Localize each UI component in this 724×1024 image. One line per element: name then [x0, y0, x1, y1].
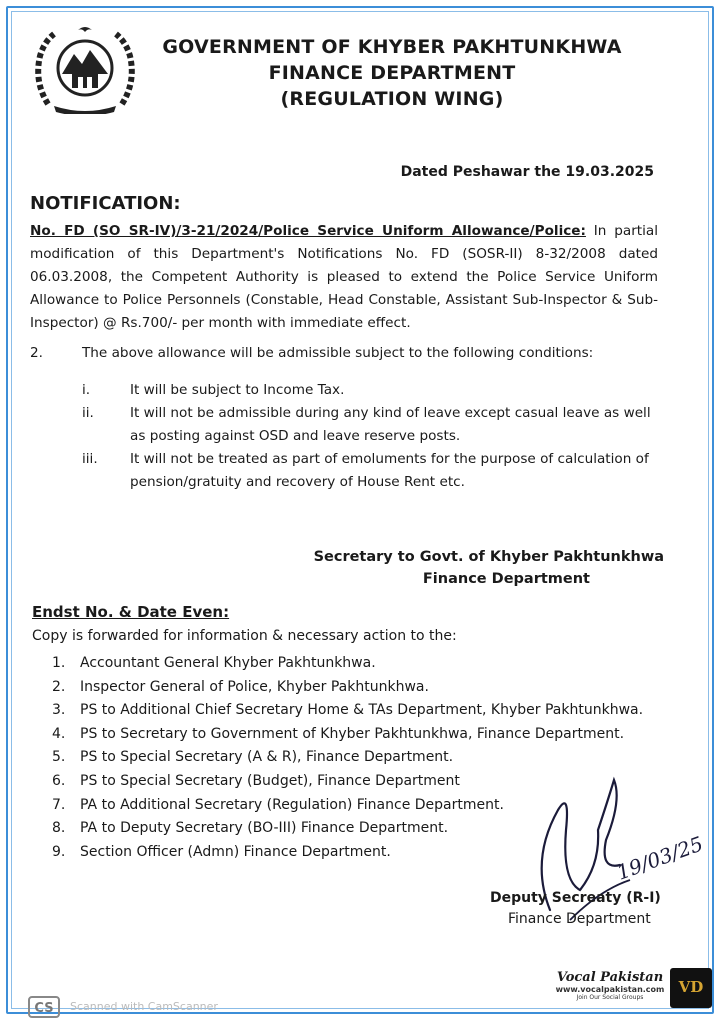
paragraph-2-text: The above allowance will be admissible subject to the following conditions:: [82, 345, 594, 361]
notification-title: NOTIFICATION:: [30, 193, 181, 214]
list-item: [52, 723, 643, 747]
paragraph-2-number: 2.: [30, 345, 43, 361]
watermark-brand: Vocal Pakistan: [556, 970, 664, 985]
condition-numeral: ii.: [82, 405, 94, 421]
list-item: [52, 699, 643, 723]
deputy-department: Finance Department: [508, 911, 651, 927]
list-text: Section Officer (Admn) Finance Department.: [80, 843, 391, 860]
reference-number: No. FD (SO SR-IV)/3-21/2024/Police Service Uniform Allowance/Police:: [30, 223, 586, 239]
list-number: 9.: [52, 843, 66, 860]
camscanner-icon: CS: [28, 996, 60, 1018]
condition-item: [82, 448, 664, 494]
watermark-url: www.vocalpakistan.com: [555, 985, 665, 994]
signature-date: 19/03/25: [613, 831, 707, 885]
list-text: Inspector General of Police, Khyber Pakhtunkhwa.: [80, 678, 429, 695]
endorsement-title: Endst No. & Date Even:: [32, 603, 230, 621]
list-text: PS to Special Secretary (Budget), Finance Department: [80, 772, 460, 789]
list-number: 5.: [52, 749, 66, 766]
scanned-with-text: Scanned with CamScanner: [70, 1000, 218, 1013]
list-text: Accountant General Khyber Pakhtunkhwa.: [80, 655, 376, 671]
list-item: [52, 676, 643, 700]
signatory-department: Finance Department: [422, 571, 590, 587]
list-number: 8.: [52, 820, 66, 837]
list-number: 2.: [52, 678, 66, 695]
list-number: 6.: [52, 772, 66, 789]
list-text: PA to Additional Secretary (Regulation) Finance Department.: [80, 796, 504, 813]
handwritten-signature: [510, 770, 710, 930]
list-item: [52, 746, 643, 770]
copy-intro: Copy is forwarded for information & necessary action to the:: [32, 628, 457, 644]
header-wing: (REGULATION WING): [280, 88, 504, 110]
vd-logo: VD: [670, 968, 712, 1008]
paragraph-1-body: In partial modification of this Department's Notifications No. FD (SOSR-II) 8-32/2008 dated 06.03.2008, the Competent Authority is pleased to extend the Police Service Uniform Allowance to Police Personnels (Constable, Head Constable, Assistant Sub-Inspector & Sub-Inspector) @ Rs.700/- per month with immediate effect.: [30, 223, 658, 331]
list-text: PS to Secretary to Government of Khyber Pakhtunkhwa, Finance Department.: [80, 725, 625, 742]
list-number: 4.: [52, 725, 66, 742]
list-number: 1.: [52, 655, 66, 671]
list-number: 7.: [52, 796, 66, 813]
condition-text: It will not be admissible during any kind of leave except casual leave as well as posting against OSD and leave reserve posts.: [130, 405, 651, 444]
deputy-title: Deputy Secreaty (R-I): [490, 890, 661, 906]
signatory-title: Secretary to Govt. of Khyber Pakhtunkhwa: [313, 549, 664, 565]
header-department: FINANCE DEPARTMENT: [268, 62, 516, 84]
condition-numeral: i.: [82, 382, 91, 398]
list-number: 3.: [52, 702, 66, 719]
list-text: PS to Additional Chief Secretary Home & TAs Department, Khyber Pakhtunkhwa.: [80, 702, 644, 719]
dated-line: Dated Peshawar the 19.03.2025: [400, 164, 654, 180]
list-text: PA to Deputy Secretary (BO-III) Finance Department.: [80, 820, 449, 837]
list-text: PS to Special Secretary (A & R), Finance Department.: [80, 749, 454, 766]
condition-item: [82, 402, 664, 448]
condition-text: It will not be treated as part of emoluments for the purpose of calculation of pension/gratuity and recovery of House Rent etc.: [130, 451, 649, 490]
condition-numeral: iii.: [82, 451, 98, 467]
list-item: [52, 652, 643, 676]
watermark-tagline: Join Our Social Groups: [576, 994, 644, 1001]
condition-item: [82, 379, 664, 402]
vocal-pakistan-watermark: [548, 970, 672, 1001]
condition-text: It will be subject to Income Tax.: [130, 382, 345, 398]
paragraph-1: [30, 220, 658, 335]
header-government: GOVERNMENT OF KHYBER PAKHTUNKHWA: [162, 36, 622, 58]
